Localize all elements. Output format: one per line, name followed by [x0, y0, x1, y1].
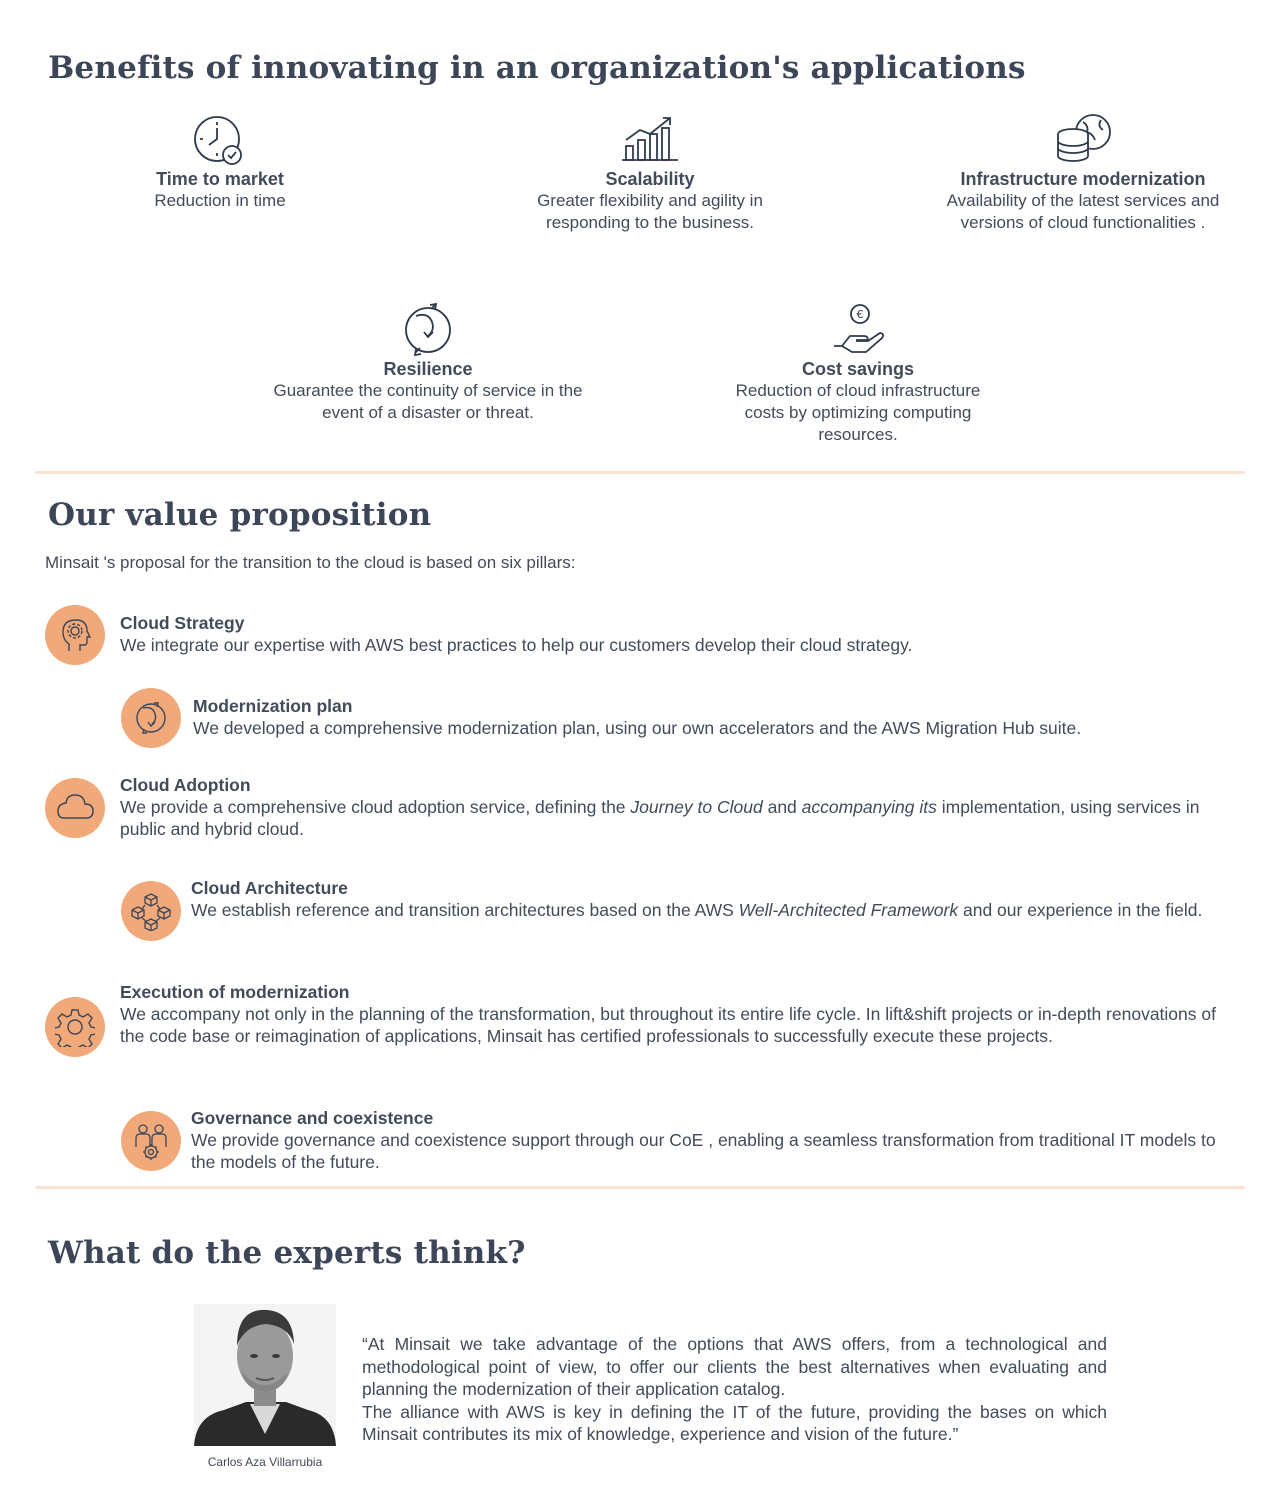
pillar-cloud-strategy	[120, 612, 1240, 656]
pillar-icon-badge	[121, 688, 181, 748]
benefit-title: Time to market	[156, 169, 284, 189]
cycle-arrows-icon	[131, 698, 171, 738]
expert-photo	[194, 1304, 336, 1446]
benefit-scalability	[520, 114, 780, 234]
expert-name-caption: Carlos Aza Villarrubia	[207, 1455, 323, 1469]
hand-euro-icon	[830, 302, 886, 358]
benefit-description: Guarantee the continuity of service in the event of a disaster or threat.	[273, 381, 583, 422]
pillar-title: Execution of modernization	[120, 982, 350, 1002]
clock-check-icon	[192, 114, 248, 168]
cloud-icon	[55, 788, 95, 828]
pillar-icon-badge	[121, 881, 181, 941]
experts-title: What do the experts think?	[48, 1235, 526, 1271]
pillar-description: We provide a comprehensive cloud adoption service, defining the Journey to Cloud and accompanying its implementation, using services in public and hybrid cloud.	[120, 797, 1200, 839]
benefit-title: Resilience	[383, 359, 473, 379]
benefit-resilience	[268, 302, 588, 424]
cycle-arrows-icon	[402, 302, 454, 358]
pillar-icon-badge	[45, 605, 105, 665]
benefits-title: Benefits of innovating in an organization's applications	[48, 50, 1026, 86]
benefit-title: Scalability	[605, 169, 695, 189]
pillar-description: We provide governance and coexistence support through our CoE , enabling a seamless transformation from traditional IT models to the models of the future.	[191, 1130, 1216, 1172]
benefit-cost-savings	[718, 302, 998, 446]
pillar-title: Governance and coexistence	[191, 1108, 434, 1128]
growth-chart-icon	[620, 114, 680, 168]
pillar-title: Cloud Adoption	[120, 775, 251, 795]
pillar-icon-badge	[45, 997, 105, 1057]
people-gear-icon	[131, 1121, 171, 1161]
benefit-title: Cost savings	[801, 359, 915, 379]
expert-quote	[362, 1333, 1107, 1446]
benefit-infrastructure-modernization	[928, 112, 1238, 234]
database-globe-icon	[1053, 112, 1113, 168]
pillar-description: We developed a comprehensive modernization plan, using our own accelerators and the AWS Migration Hub suite.	[193, 718, 1082, 738]
pillar-description: We integrate our expertise with AWS best practices to help our customers develop their cloud strategy.	[120, 635, 913, 655]
section-divider	[35, 471, 1245, 474]
value-title: Our value proposition	[48, 497, 432, 533]
benefit-description: Availability of the latest services and versions of cloud functionalities .	[946, 191, 1220, 232]
pillar-cloud-adoption	[120, 774, 1200, 840]
cubes-network-icon	[131, 891, 171, 931]
benefit-description: Reduction in time	[154, 191, 286, 210]
pillar-title: Cloud Architecture	[191, 878, 348, 898]
quote-paragraph: The alliance with AWS is key in defining the IT of the future, providing the bases on which Minsait contributes its mix of knowledge, experience and vision of the future.”	[362, 1401, 1107, 1444]
pillar-execution-of-modernization	[120, 981, 1245, 1047]
pillar-title: Modernization plan	[193, 696, 353, 716]
pillar-governance-and-coexistence	[191, 1107, 1241, 1173]
benefit-title: Infrastructure modernization	[960, 169, 1206, 189]
benefit-description: Reduction of cloud infrastructure costs by optimizing computing resources.	[735, 381, 981, 444]
pillar-description: We establish reference and transition architectures based on the AWS Well-Architected Framework and our experience in the field.	[191, 900, 1203, 920]
head-gear-icon	[55, 615, 95, 655]
pillar-cloud-architecture	[191, 877, 1241, 921]
pillar-icon-badge	[45, 778, 105, 838]
benefit-description: Greater flexibility and agility in responding to the business.	[537, 191, 763, 232]
pillar-title: Cloud Strategy	[120, 613, 245, 633]
gear-icon	[55, 1007, 95, 1047]
quote-paragraph: “At Minsait we take advantage of the options that AWS offers, from a technological and methodological point of view, to offer our clients the best alternatives when evaluating and planning the modernization of their application catalog.	[362, 1334, 1107, 1399]
svg-text:€: €	[856, 308, 864, 321]
pillar-description: We accompany not only in the planning of the transformation, but throughout its entire life cycle. In lift&shift projects or in-depth renovations of the code base or reimagination of applications, Minsait has certified professionals to successfully execute these projects.	[120, 1004, 1216, 1046]
benefit-time-to-market	[120, 114, 320, 212]
section-divider	[35, 1186, 1245, 1189]
pillar-icon-badge	[121, 1111, 181, 1171]
value-intro: Minsait 's proposal for the transition to the cloud is based on six pillars:	[45, 553, 576, 572]
pillar-modernization-plan	[193, 695, 1243, 739]
